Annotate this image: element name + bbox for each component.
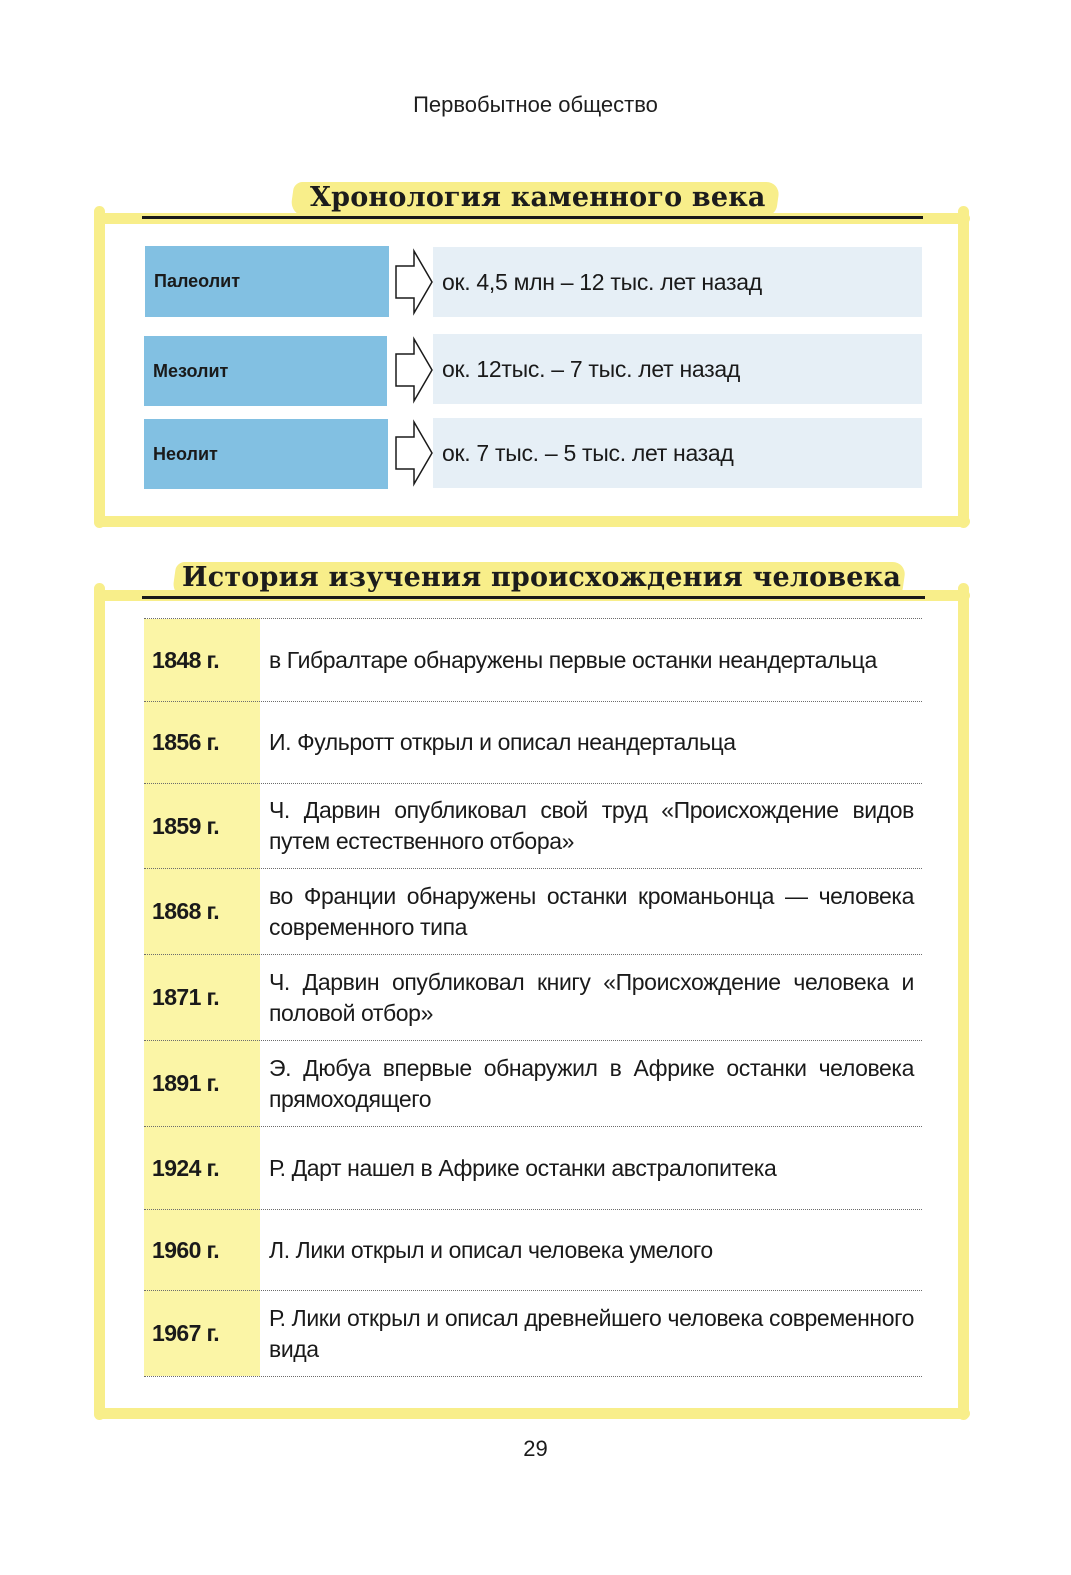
era-name: Палеолит bbox=[145, 246, 389, 317]
table-row bbox=[144, 701, 922, 783]
row-year: 1967 г. bbox=[152, 1320, 220, 1346]
row-text: во Франции обнаружены останки кроманьонца — человека современного типа bbox=[269, 882, 914, 940]
era-name: Неолит bbox=[144, 419, 388, 489]
table-row bbox=[144, 618, 922, 701]
row-year: 1871 г. bbox=[152, 984, 220, 1010]
history-title-rule bbox=[142, 596, 925, 599]
era-name: Мезолит bbox=[144, 336, 387, 406]
row-year: 1856 г. bbox=[152, 729, 220, 755]
row-year: 1868 г. bbox=[152, 898, 220, 924]
table-row bbox=[144, 1290, 922, 1377]
row-text: Ч. Дарвин опубликовал свой труд «Происхождение видов путем естественного отбора» bbox=[269, 797, 914, 854]
table-row bbox=[144, 1209, 922, 1290]
chronology-title-rule bbox=[142, 216, 923, 219]
row-text: Ч. Дарвин опубликовал книгу «Происхождение человека и половой отбор» bbox=[269, 968, 914, 1026]
row-year: 1859 г. bbox=[152, 812, 220, 839]
row-text: Э. Дюбуа впервые обнаружил в Африке останки человека прямоходящего bbox=[269, 1054, 914, 1112]
arrow-right-icon bbox=[394, 419, 434, 487]
chronology-title: Хронология каменного века bbox=[310, 182, 766, 213]
arrow-right-icon bbox=[394, 248, 434, 316]
table-row bbox=[144, 1126, 922, 1209]
table-row bbox=[144, 954, 922, 1040]
row-text: Р. Лики открыл и описал древнейшего человека современного вида bbox=[269, 1304, 914, 1362]
row-year: 1924 г. bbox=[152, 1154, 220, 1181]
row-year: 1960 г. bbox=[152, 1236, 220, 1263]
era-range: ок. 7 тыс. – 5 тыс. лет назад bbox=[433, 418, 922, 488]
arrow-right-icon bbox=[394, 336, 434, 404]
era-range: ок. 4,5 млн – 12 тыс. лет назад bbox=[433, 247, 922, 317]
era-range: ок. 12тыс. – 7 тыс. лет назад bbox=[433, 334, 922, 404]
row-text: И. Фульротт открыл и описал неандертальца bbox=[269, 729, 736, 755]
table-row bbox=[144, 868, 922, 954]
table-row bbox=[144, 783, 922, 868]
running-head: Первобытное общество bbox=[413, 92, 658, 117]
row-year: 1848 г. bbox=[152, 646, 220, 673]
row-year: 1891 г. bbox=[152, 1070, 220, 1096]
row-text: Р. Дарт нашел в Африке останки австралопитека bbox=[269, 1154, 777, 1181]
table-row bbox=[144, 1040, 922, 1126]
page-number: 29 bbox=[523, 1436, 548, 1461]
row-text: в Гибралтаре обнаружены первые останки неандертальца bbox=[269, 646, 877, 673]
row-text: Л. Лики открыл и описал человека умелого bbox=[269, 1236, 713, 1263]
history-title: История изучения происхождения человека bbox=[182, 562, 902, 593]
